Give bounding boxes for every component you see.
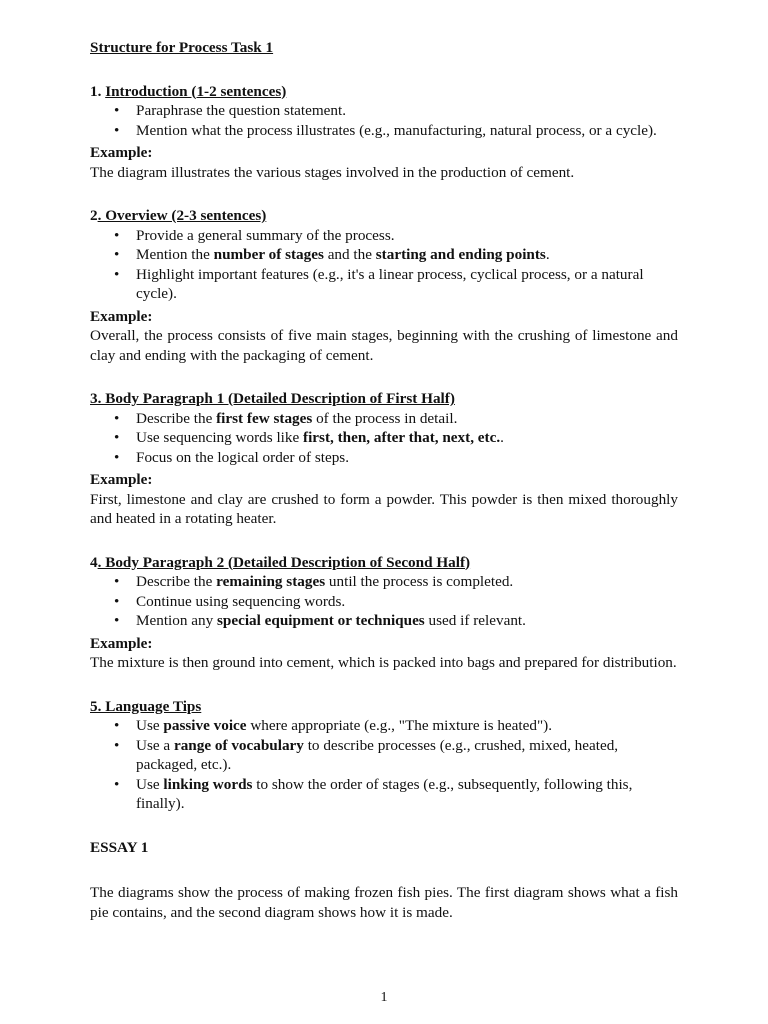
text-run: Mention what the process illustrates (e.g., manufacturing, natural process, or a cycle). — [136, 121, 657, 139]
section-heading-text: 3. Body Paragraph 1 (Detailed Description of First Half) — [90, 390, 455, 407]
essay-title: ESSAY 1 — [90, 838, 149, 856]
example-label: Example: — [90, 471, 153, 488]
section-1 — [90, 82, 678, 183]
example-text: First, limestone and clay are crushed to form a powder. This powder is then mixed thoroughly and heated in a rotating heater. — [90, 490, 678, 527]
text-run: Mention the — [136, 246, 214, 263]
section-number: 2 — [90, 207, 98, 224]
text-run: of the process in detail. — [312, 409, 458, 427]
section-heading — [90, 82, 678, 102]
bold-text: remaining stages — [216, 573, 326, 590]
text-run: Provide a general summary of the process. — [136, 226, 395, 244]
bold-text: number of stages — [213, 246, 324, 263]
text-run: to describe processes (e.g., crushed, mixed, heated, packaged, etc.). — [136, 736, 619, 773]
text-run: Continue using sequencing words. — [136, 592, 346, 610]
list-item — [90, 448, 678, 468]
bold-text: first few stages — [216, 409, 313, 427]
list-item — [90, 716, 678, 736]
section-heading-text: . Body Paragraph 2 (Detailed Description of Second Half) — [97, 553, 471, 571]
example-label: Example: — [90, 634, 153, 652]
list-item — [90, 265, 678, 304]
list-item — [90, 409, 678, 429]
bold-text: special equipment or techniques — [217, 612, 425, 629]
list-item — [90, 736, 678, 775]
example-label: Example: — [90, 144, 153, 161]
text-run: Use a — [136, 736, 174, 754]
list-item — [90, 775, 678, 814]
text-run: and the — [323, 246, 376, 263]
text-run: Focus on the logical order of steps. — [136, 448, 350, 466]
text-run: . — [500, 429, 504, 446]
text-run: to show the order of stages (e.g., subsequently, following this, finally). — [136, 775, 633, 812]
example-text: The mixture is then ground into cement, which is packed into bags and prepared for distribution. — [90, 654, 677, 671]
section-heading — [90, 697, 678, 717]
section-5 — [90, 697, 678, 814]
text-run: Describe the — [136, 573, 217, 590]
text-run: until the process is completed. — [325, 573, 514, 590]
text-run: Paraphrase the question statement. — [136, 102, 347, 119]
text-run: Use — [136, 775, 164, 793]
bullet-list — [90, 409, 678, 468]
document-title: Structure for Process Task 1 — [90, 39, 274, 56]
text-run: Use — [136, 717, 164, 734]
section-2 — [90, 206, 678, 365]
text-run: Describe the — [136, 409, 217, 427]
list-item — [90, 121, 678, 141]
text-run: Mention any — [136, 612, 217, 629]
bold-text: first, then, after that, next, etc. — [303, 429, 501, 446]
list-item — [90, 611, 678, 631]
bold-text: range of vocabulary — [173, 736, 304, 754]
list-item — [90, 592, 678, 612]
bullet-list — [90, 572, 678, 631]
text-run: used if relevant. — [424, 612, 526, 629]
example-text: The diagram illustrates the various stages involved in the production of cement. — [90, 163, 575, 181]
section-number: 1. — [90, 82, 106, 100]
example-text: Overall, the process consists of five main stages, beginning with the crushing of limestone and clay and ending with the packaging of cement. — [90, 327, 678, 364]
sections-container — [90, 82, 678, 814]
text-run: . — [545, 246, 550, 263]
bullet-list — [90, 716, 678, 814]
list-item — [90, 572, 678, 592]
bold-text: linking words — [163, 775, 253, 793]
section-heading-text: . Overview (2-3 sentences) — [97, 207, 267, 224]
section-heading — [90, 206, 678, 226]
bold-text: starting and ending points — [375, 246, 546, 263]
bullet-list — [90, 101, 678, 140]
section-heading — [90, 553, 678, 573]
section-number: 4 — [90, 553, 98, 571]
document-page — [90, 38, 678, 922]
list-item — [90, 245, 678, 265]
list-item — [90, 101, 678, 121]
section-4 — [90, 553, 678, 673]
text-run: Highlight important features (e.g., it's a linear process, cyclical process, or a natural cycle). — [136, 265, 644, 302]
list-item — [90, 226, 678, 246]
essay-intro-text: The diagrams show the process of making frozen fish pies. The first diagram shows what a fish pie contains, and the second diagram shows how it is made. — [90, 884, 678, 921]
section-heading-text: 5. Language Tips — [90, 697, 202, 715]
bullet-list — [90, 226, 678, 304]
section-heading-text: Introduction (1-2 sentences) — [105, 82, 287, 100]
section-3 — [90, 389, 678, 529]
bold-text: passive voice — [163, 717, 247, 734]
text-run: Use sequencing words like — [136, 429, 304, 446]
list-item — [90, 428, 678, 448]
page-number: 1 — [380, 990, 388, 1005]
section-heading — [90, 389, 678, 409]
example-label: Example: — [90, 307, 153, 325]
text-run: where appropriate (e.g., "The mixture is heated"). — [246, 717, 553, 734]
